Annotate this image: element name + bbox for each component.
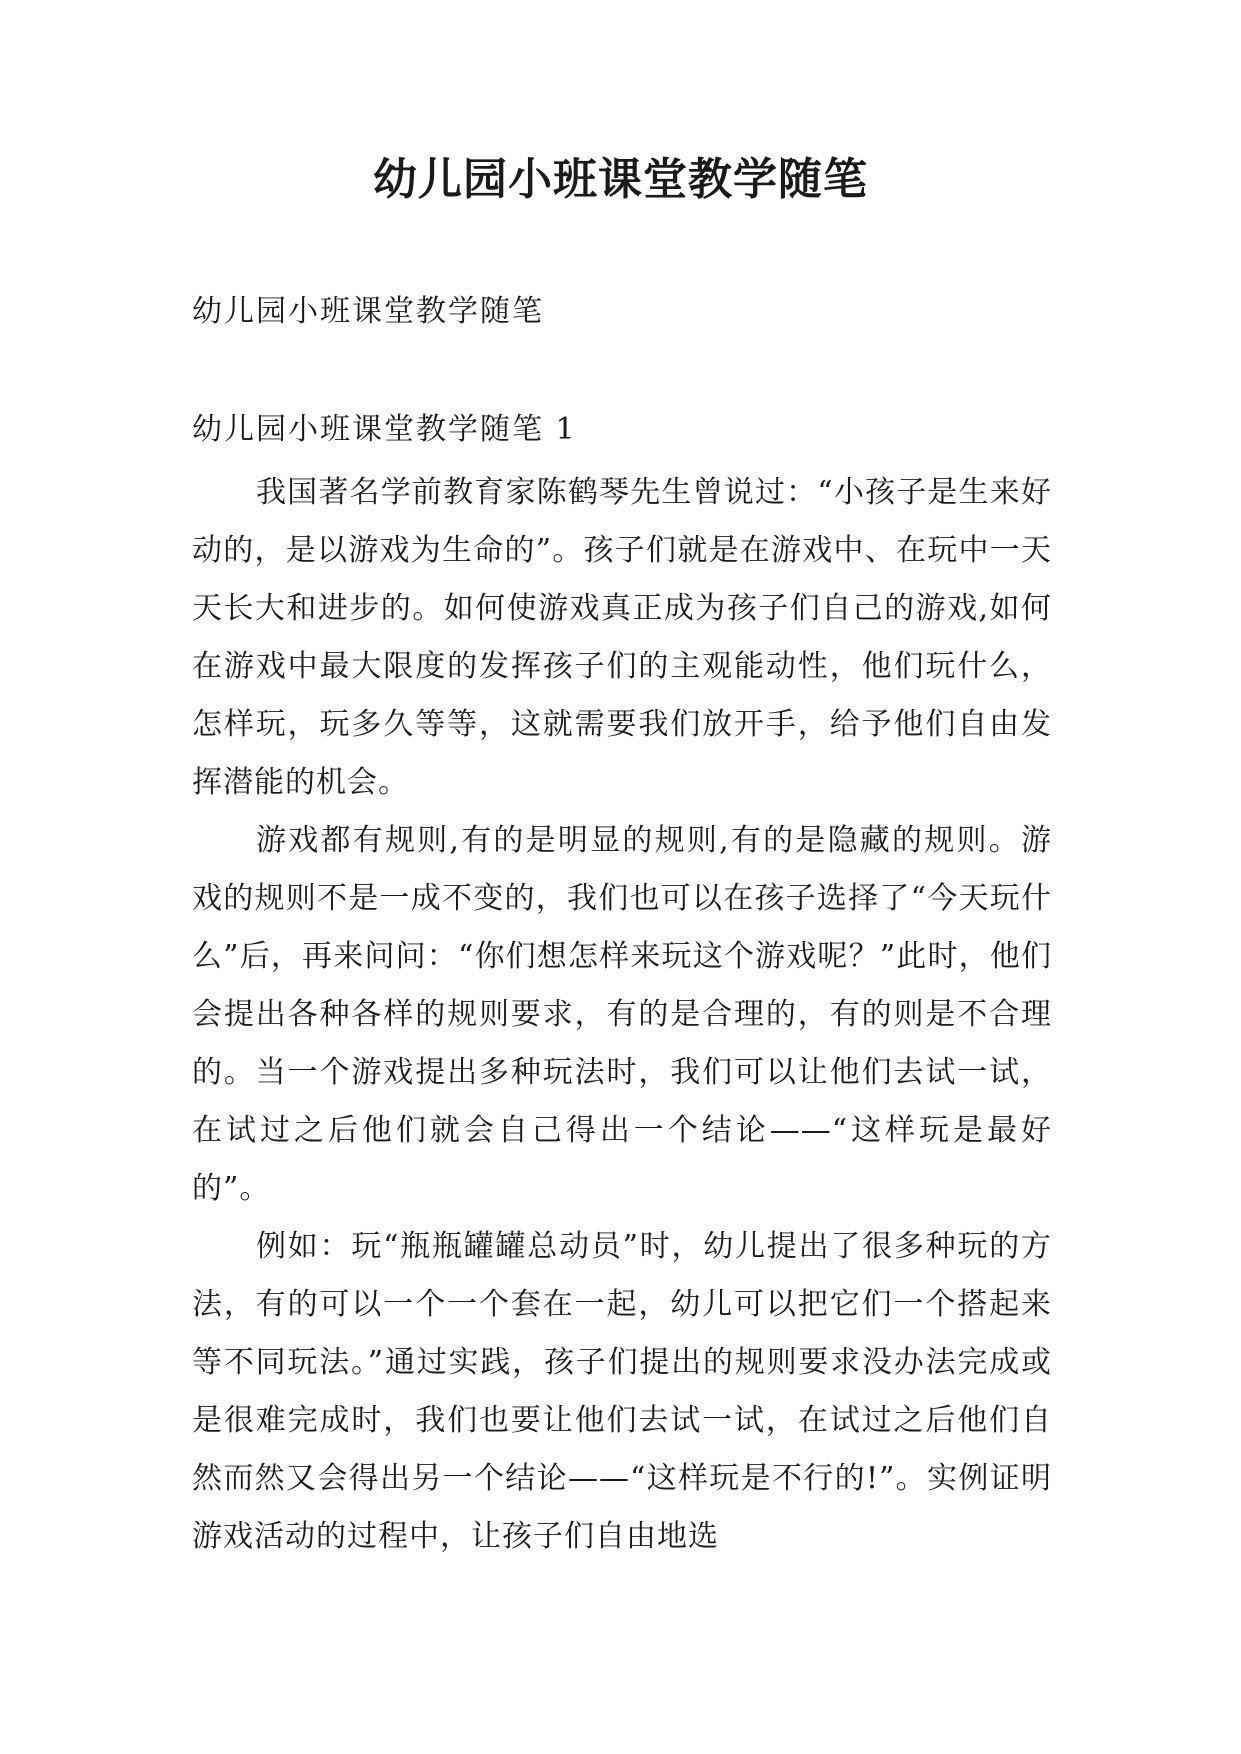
paragraph-3: 例如：玩“瓶瓶罐罐总动员”时，幼儿提出了很多种玩的方法，有的可以一个一个套在一起，幼儿可以把它们一个搭起来等不同玩法。”通过实践，孩子们提出的规则要求没办法完成或是很难完成时，我们也要让他们去试一试，在试过之后他们自然而然又会得出另一个结论——“这样玩是不行的!”。实例证明游戏活动的过程中，让孩子们自由地选: [192, 1229, 1052, 1554]
paragraph-2: 游戏都有规则,有的是明显的规则,有的是隐藏的规则。游戏的规则不是一成不变的，我们也可以在孩子选择了“今天玩什么”后，再来问问：“你们想怎样来玩这个游戏呢？”此时，他们会提出各种各样的规则要求，有的是合理的，有的则是不合理的。当一个游戏提出多种玩法时，我们可以让他们去试一试，在试过之后他们就会自己得出一个结论——“这样玩是最好的”。: [192, 823, 1052, 1206]
document-subtitle: 幼儿园小班课堂教学随笔: [192, 294, 544, 329]
document-title: 幼儿园小班课堂教学随笔: [373, 154, 868, 205]
body-text: [192, 464, 1052, 1566]
section-heading: 幼儿园小班课堂教学随笔 1: [192, 412, 577, 447]
paragraph-1: 我国著名学前教育家陈鹤琴先生曾说过：“小孩子是生来好动的，是以游戏为生命的”。孩子们就是在游戏中、在玩中一天天长大和进步的。如何使游戏真正成为孩子们自己的游戏,如何在游戏中最大限度的发挥孩子们的主观能动性，他们玩什么，怎样玩，玩多久等等，这就需要我们放开手，给予他们自由发挥潜能的机会。: [192, 475, 1052, 800]
